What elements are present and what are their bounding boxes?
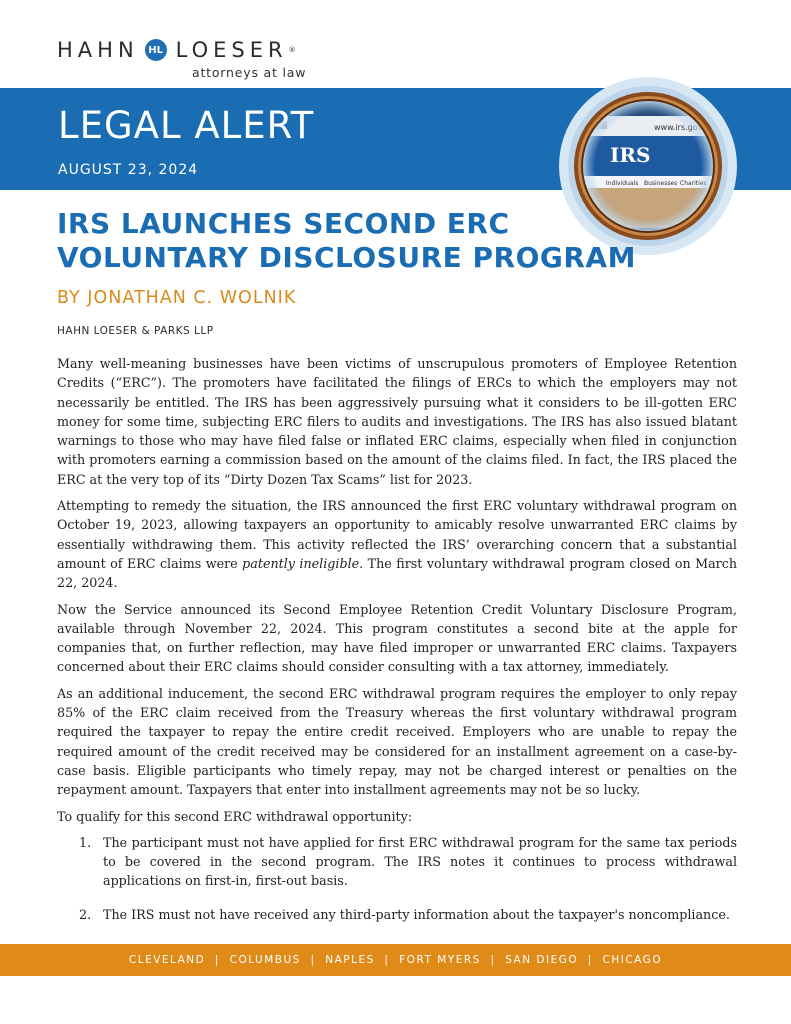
office-locations-text: CLEVELAND | COLUMBUS | NAPLES | FORT MYERS | SAN DIEGO | CHICAGO: [128, 954, 663, 966]
logo-mark-icon: HL: [145, 39, 167, 61]
alert-title: LEGAL ALERT: [58, 104, 315, 147]
paragraph-2-emphasis: patently ineligible: [242, 555, 360, 571]
qualification-list: [57, 833, 737, 924]
list-item-number: 1.: [79, 834, 92, 850]
paragraph-2: [57, 496, 737, 592]
paragraph-5: To qualify for this second ERC withdrawal opportunity:: [57, 808, 413, 824]
article-headline: [57, 207, 677, 275]
paragraph-2-part-a: Attempting to remedy the situation, the IRS announced the first ERC voluntary withdrawal program on October 19, 2023, allowing taxpayers an opportunity to amicably resolve unwarranted ERC claims by essentially withdrawing them. This activity reflected the IRS’ overarching concern that a substantial amount of ERC claims were: [57, 498, 737, 571]
headline-line-2: VOLUNTARY DISCLOSURE PROGRAM: [57, 241, 636, 274]
alert-date: AUGUST 23, 2024: [58, 162, 199, 178]
list-item-text: The participant must not have applied for first ERC withdrawal program for the same tax periods to be covered in the second program. The IRS notes it continues to process withdrawal applications on first-in, first-out basis.: [103, 834, 737, 889]
logo-right-word: LOESER: [175, 38, 288, 62]
paragraph-3: Now the Service announced its Second Employee Retention Credit Voluntary Disclosure Program, available through November 22, 2024. This program constitutes a second bite at the apple for companies that, on further reflection, may have filed improper or unwarranted ERC claims. Taxpayers concerned about their ERC claims should consider consulting with a tax attorney, immediately.: [57, 601, 737, 675]
firm-logo: [57, 36, 327, 86]
paragraph-2-part-b: . The first voluntary withdrawal program closed on March 22, 2024.: [57, 555, 737, 591]
article-body: [57, 354, 737, 938]
list-item-number: 2.: [79, 906, 92, 922]
paragraph-1: Many well-meaning businesses have been victims of unscrupulous promoters of Employee Retention Credits (“ERC”). The promoters have facilitated the filings of ERCs to which the employers may not necessarily be entitled. The IRS has been aggressively pursuing what it considers to be ill-gotten ERC money for some time, subjecting ERC filers to audits and investigations. The IRS has also issued blatant warnings to those who may have filed false or inflated ERC claims, especially when filed in conjunction with promoters earning a commission based on the amount of the claims filed. In fact, the IRS placed the ERC at the very top of its “Dirty Dozen Tax Scams” list for 2023.: [57, 356, 737, 487]
registered-mark: ®: [288, 46, 296, 54]
office-locations-footer: [0, 944, 791, 976]
list-item: [79, 905, 737, 924]
logo-tagline: attorneys at law: [192, 65, 307, 80]
headline-line-1: IRS LAUNCHES SECOND ERC: [57, 207, 510, 240]
author-byline: BY JONATHAN C. WOLNIK: [57, 288, 297, 308]
list-item-text: The IRS must not have received any third-party information about the taxpayer's noncompliance.: [103, 906, 730, 922]
firm-name: HAHN LOESER & PARKS LLP: [57, 325, 214, 337]
list-item: [79, 833, 737, 891]
logo-left-word: HAHN: [57, 38, 139, 62]
paragraph-4: As an additional inducement, the second ERC withdrawal program requires the employer to only repay 85% of the ERC claim received from the Treasury whereas the first voluntary withdrawal program required the taxpayer to repay the entire credit received. Employers who are unable to repay the required amount of the credit received may be considered for an installment agreement on a case-by-case basis. Eligible participants who timely repay, may not be charged interest or penalties on the repayment amount. Taxpayers that enter into installment agreements may not be so lucky.: [57, 685, 737, 798]
